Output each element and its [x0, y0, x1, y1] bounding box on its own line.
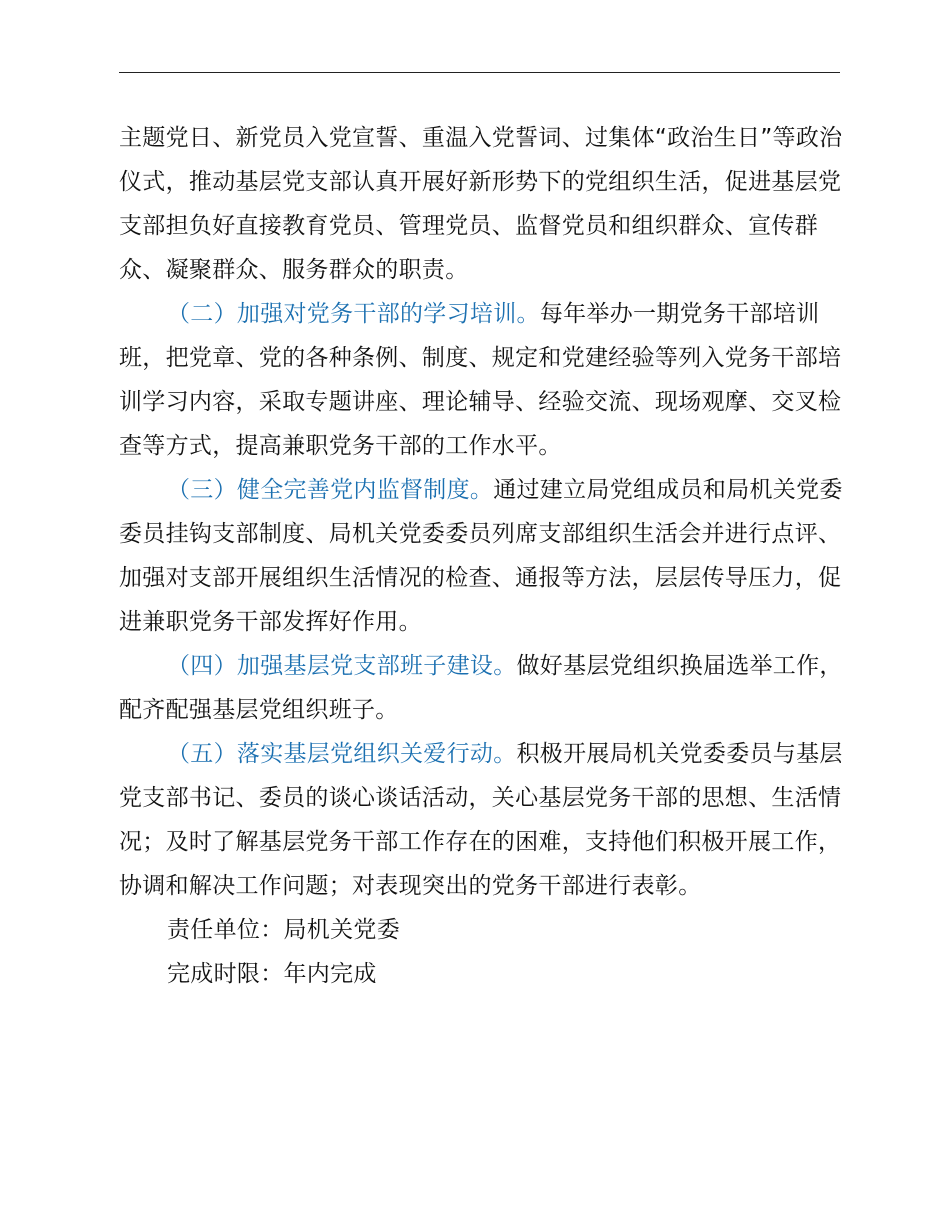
section-heading-training: （二）加强对党务干部的学习培训。	[167, 301, 540, 327]
paragraph-text: 每年举办一期党务干部培训班，把党章、党的各种条例、制度、规定和党建经验等列入党务干部培训学习内容，采取专题讲座、理论辅导、经验交流、现场观摩、交叉检查等方式，提高兼职党务干部的工作水平。	[119, 301, 842, 459]
paragraph-text: 主题党日、新党员入党宣誓、重温入党誓词、过集体“政治生日”等政治仪式，推动基层党支部认真开展好新形势下的党组织生活，促进基层党支部担负好直接教育党员、管理党员、监督党员和组织群众、宣传群众、凝聚群众、服务群众的职责。	[119, 125, 843, 283]
paragraph-care-action	[119, 732, 854, 908]
paragraph-text: 做好基层党组织换届选举工作，配齐配强基层党组织班子。	[119, 653, 843, 723]
header-rule	[119, 72, 840, 73]
paragraph-team-building	[119, 644, 854, 732]
document-body	[119, 116, 854, 996]
responsible-unit: 责任单位：局机关党委	[167, 917, 400, 943]
paragraph-supervision	[119, 468, 854, 644]
paragraph-training	[119, 292, 854, 468]
paragraph-text: 积极开展局机关党委委员与基层党支部书记、委员的谈心谈话活动，关心基层党务干部的思想、生活情况；及时了解基层党务干部工作存在的困难，支持他们积极开展工作，协调和解决工作问题；对表现突出的党务干部进行表彰。	[119, 741, 843, 899]
section-heading-supervision: （三）健全完善党内监督制度。	[167, 477, 494, 503]
paragraph-text: 通过建立局党组成员和局机关党委委员挂钩支部制度、局机关党委委员列席支部组织生活会并进行点评、加强对支部开展组织生活情况的检查、通报等方法，层层传导压力，促进兼职党务干部发挥好作用。	[119, 477, 843, 635]
section-heading-care-action: （五）落实基层党组织关爱行动。	[167, 741, 517, 767]
section-heading-team-building: （四）加强基层党支部班子建设。	[167, 653, 517, 679]
deadline: 完成时限：年内完成	[167, 961, 377, 987]
paragraph-continuation	[119, 116, 854, 292]
